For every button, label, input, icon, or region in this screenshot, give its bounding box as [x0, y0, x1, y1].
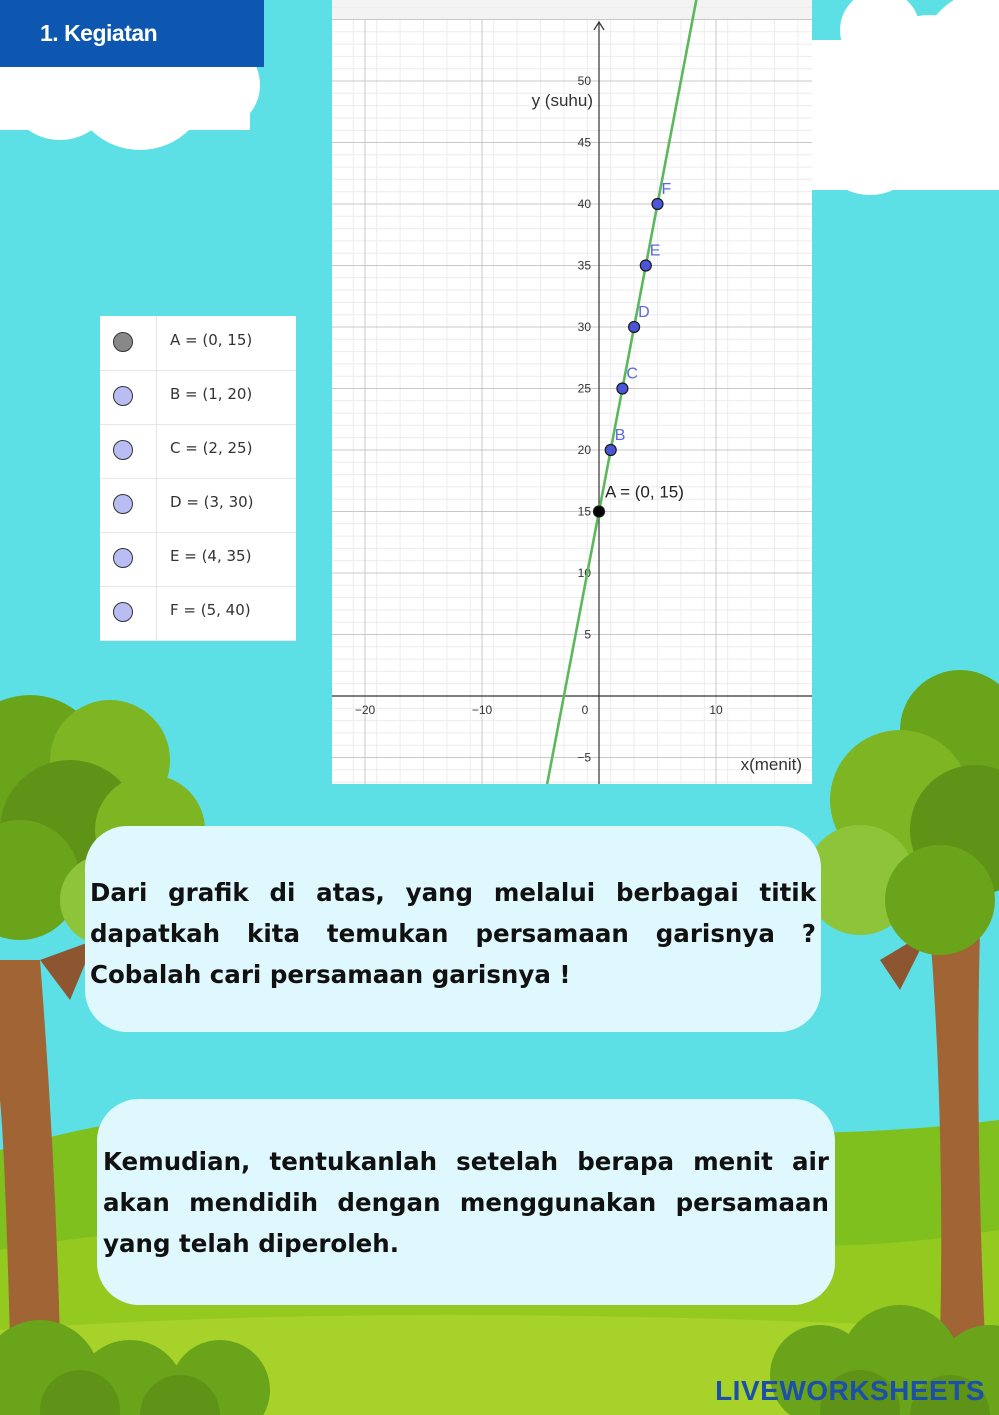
graph-top-bar	[332, 0, 812, 20]
point-f-visibility-toggle[interactable]	[113, 602, 133, 622]
point-label-d: D	[638, 304, 650, 321]
point-c-visibility-toggle[interactable]	[113, 440, 133, 460]
x-tick-label: −20	[354, 703, 376, 717]
algebra-row-label: B = (1, 20)	[170, 385, 253, 403]
x-tick-label: −10	[471, 703, 493, 717]
algebra-row-f[interactable]	[100, 586, 296, 641]
y-tick-label: 30	[577, 320, 591, 334]
tree-right-foliage	[805, 670, 999, 955]
point-label-c: C	[626, 365, 638, 383]
point-f	[652, 199, 663, 210]
y-axis-label: y (suhu)	[531, 91, 593, 110]
algebra-row-e[interactable]	[100, 532, 296, 587]
point-d-visibility-toggle[interactable]	[113, 494, 133, 514]
algebra-row-label: F = (5, 40)	[170, 601, 251, 619]
point-label-b: B	[614, 427, 626, 444]
algebra-row-a[interactable]	[100, 316, 296, 371]
x-tick-label: 10	[709, 703, 723, 717]
brand-text: LIVEWORKSHEETS	[715, 1375, 985, 1406]
y-tick-label: 10	[577, 566, 591, 580]
point-e-visibility-toggle[interactable]	[113, 548, 133, 568]
point-b	[605, 445, 616, 456]
algebra-row-b[interactable]	[100, 370, 296, 425]
question-2-text: Kemudian, tentukanlah setelah berapa menit air akan mendidih dengan menggunakan persamaan yang telah diperoleh.	[103, 1147, 829, 1258]
cloud-right	[812, 0, 999, 195]
point-a	[594, 506, 605, 517]
point-b-visibility-toggle[interactable]	[113, 386, 133, 406]
question-1-text: Dari grafik di atas, yang melalui berbagai titik dapatkah kita temukan persamaan garisnya ? Cobalah cari persamaan garisnya !	[90, 878, 816, 989]
y-tick-label: 25	[577, 381, 591, 396]
algebra-row-label: C = (2, 25)	[170, 439, 253, 457]
graph-panel[interactable]	[332, 0, 812, 784]
point-label-e: E	[649, 242, 661, 260]
y-tick-label: −5	[577, 750, 591, 765]
question-card-2	[97, 1099, 835, 1305]
x-tick-label: 0	[581, 703, 589, 717]
algebra-list	[100, 316, 296, 640]
question-card-1	[85, 826, 821, 1032]
algebra-row-d[interactable]	[100, 478, 296, 533]
y-tick-label: 20	[577, 443, 591, 457]
point-label-f: F	[661, 181, 672, 198]
x-axis-label: x(menit)	[740, 755, 802, 774]
section-title-banner: 1. Kegiatan Pengenalan	[0, 0, 264, 67]
algebra-row-label: E = (4, 35)	[170, 547, 252, 565]
liveworksheets-logo[interactable]	[715, 1375, 985, 1407]
y-tick-label: 50	[577, 74, 591, 88]
point-d	[629, 322, 640, 333]
point-a-visibility-toggle[interactable]	[113, 332, 133, 352]
point-label-a: A = (0, 15)	[605, 482, 684, 502]
y-tick-label: 40	[577, 197, 591, 211]
algebra-row-label: A = (0, 15)	[170, 331, 253, 349]
y-tick-label: 15	[577, 504, 591, 519]
y-tick-label: 5	[584, 627, 591, 642]
y-tick-label: 45	[577, 135, 591, 150]
y-tick-label: 35	[577, 258, 591, 273]
algebra-row-label: D = (3, 30)	[170, 493, 254, 511]
algebra-row-c[interactable]	[100, 424, 296, 479]
line-chart[interactable]	[332, 0, 812, 784]
point-c	[617, 383, 628, 394]
point-e	[640, 260, 651, 271]
